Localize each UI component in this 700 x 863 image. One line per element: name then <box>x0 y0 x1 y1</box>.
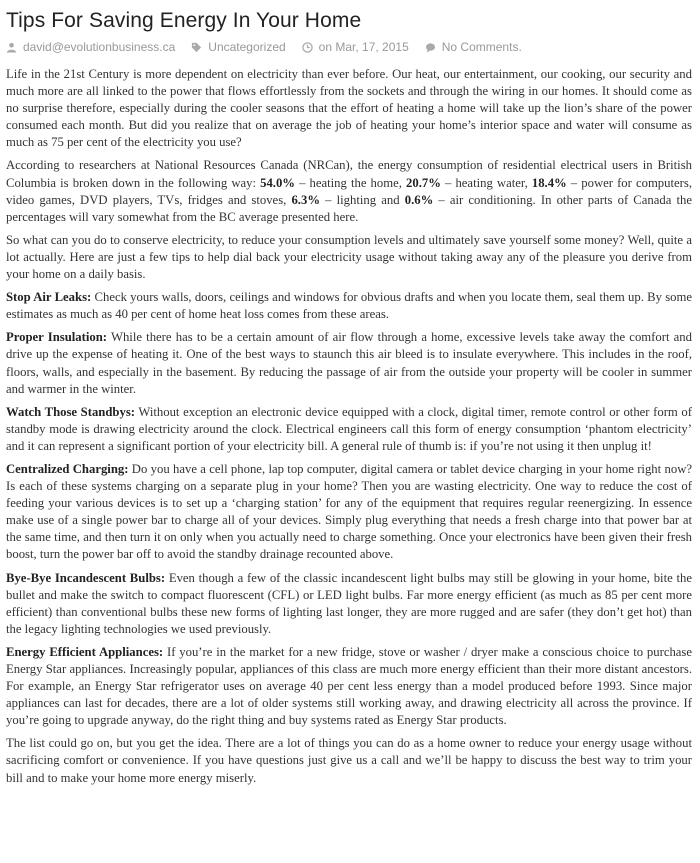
tip-paragraph <box>6 570 692 638</box>
tip-paragraph <box>6 289 692 323</box>
tip-paragraph <box>6 461 692 564</box>
tip-text: Do you have a cell phone, lap top computer, digital camera or tablet device charging in your home right now? Is each of these systems charging on a separate plug in your home? Then you are wasting electricity. One way to reduce the cost of feeding your various devices is to set up a ‘charging station’ for any of the equipment that requires regular reenergizing. In essence make use of a single power bar to charge all of your devices. Simply plug everything that needs a fresh charge into that power bar at the same time, and then turn it on only when you actually need to charge something. Once your electronics have been given their fresh boost, turn the power bar off to avoid the standby drainage recounted above. <box>6 461 692 562</box>
stat-heating-water: 20.7% <box>406 175 441 190</box>
comments-count: No Comments. <box>441 40 522 54</box>
post-meta <box>6 40 692 54</box>
stat-lighting: 6.3% <box>291 192 320 207</box>
category-name: Uncategorized <box>208 40 286 54</box>
comment-icon <box>425 42 436 53</box>
tip-heading: Proper Insulation: <box>6 330 108 345</box>
comments-link[interactable] <box>425 40 522 54</box>
tip-heading: Watch Those Standbys: <box>6 404 135 419</box>
tip-heading: Centralized Charging: <box>6 461 129 476</box>
tip-text: If you’re in the market for a new fridge, stove or washer / dryer make a conscious choice to purchase Energy Star appliances. Increasingly popular, appliances of this class are much more energy efficient than their more distant ancestors. For example, an Energy Star refrigerator uses on average 40 per cent less energy than a model produced before 1993. Since major appliances can last for decades, there are a lot of older systems still working away, and drawing electricity all across the province. If you’re going to upgrade anyway, do the right thing and buy systems rated as Energy Star products. <box>6 644 692 728</box>
tip-paragraph <box>6 404 692 455</box>
stat-air-conditioning: 0.6% <box>404 192 434 207</box>
tag-icon <box>191 42 202 53</box>
post-content <box>6 66 692 787</box>
tip-heading: Bye-Bye Incandescent Bulbs: <box>6 570 166 585</box>
tip-text: While there has to be a certain amount of air flow through a home, excessive levels take away the comfort and drive up the expense of heating it. One of the best ways to staunch this air bleed is to insulate everywhere. This includes in the roof, floors, walls, and especially in the basement. By reducing the passage of air from the outside your property will be cooler in summer and warmer in the winter. <box>6 330 692 396</box>
stat-power-devices: 18.4% <box>531 175 567 190</box>
intro-paragraph: Life in the 21st Century is more dependent on electricity than ever before. Our heat, our entertainment, our cooking, our security and much more are all linked to the power that flows effortlessly from the sockets and through the wiring in our homes. It should come as no surprise therefore, especially during the cooler seasons that the effort of heating a home will take up the lion’s share of the power consumed each month. But did you realize that on average the job of heating your home’s interior space and water will consume as much as 75 per cent of the electricity you use? <box>6 67 692 150</box>
category-link[interactable] <box>191 40 285 54</box>
tip-text: Without exception an electronic device equipped with a clock, digital timer, remote control or other form of standby mode is drawing electricity around the clock. Electrical engineers call this form of energy consumption ‘phantom electricity’ and it can represent a significant portion of your electricity bill. A general rule of thumb is: if you’re not using it then unplug it! <box>6 404 692 453</box>
user-icon <box>6 42 17 53</box>
tip-heading: Energy Efficient Appliances: <box>6 644 164 659</box>
closing-paragraph: The list could go on, but you get the idea. There are a lot of things you can do as a home owner to reduce your energy usage without sacrificing comfort or convenience. If you have questions just give us a call and we’ll be happy to discuss the best way to trim your bill and to make your home more energy miserly. <box>6 736 692 785</box>
author-link[interactable] <box>6 40 175 54</box>
statistics-paragraph: According to researchers at National Resources Canada (NRCan), the energy consumption of residential electrical users in British Columbia is broken down in the following way: 54.0% – heating the home, 20.7% – heating water, 18.4% – power for computers, video games, DVD players, TVs, fridges and stoves, 6.3% – lighting and 0.6% – air conditioning. In other parts of Canada the percentages will vary somewhat from the BC average presented here. <box>6 158 692 224</box>
tip-text: Even though a few of the classic incandescent light bulbs may still be glowing in your home, bite the bullet and make the switch to compact fluorescent (CFL) or LED light bulbs. Far more energy efficient (as much as 85 per cent more efficient) than conventional bulbs these new forms of lighting last longer, they are more rugged and are safer (they don’t get hot) than the legacy lighting technologies we used previously. <box>6 570 692 636</box>
tip-heading: Stop Air Leaks: <box>6 290 92 305</box>
author-name: david@evolutionbusiness.ca <box>23 40 176 54</box>
clock-icon <box>302 42 313 53</box>
tip-paragraph <box>6 329 692 397</box>
post-date <box>302 40 409 54</box>
tip-paragraph <box>6 644 692 729</box>
tip-text: Check yours walls, doors, ceilings and windows for obvious drafts and when you locate them, seal them up. By some estimates as much as 40 per cent of home heat loss comes from these areas. <box>6 290 692 322</box>
stat-heating-home: 54.0% <box>260 175 295 190</box>
post-title: Tips For Saving Energy In Your Home <box>6 9 362 32</box>
tips-intro-paragraph: So what can you do to conserve electricity, to reduce your consumption levels and ultimately save yourself some money? Well, quite a lot actually. Here are just a few tips to help dial back your electricity usage without taking away any of the pleasure you derive from your home on a daily basis. <box>6 232 692 282</box>
date-text: on Mar, 17, 2015 <box>318 40 409 54</box>
